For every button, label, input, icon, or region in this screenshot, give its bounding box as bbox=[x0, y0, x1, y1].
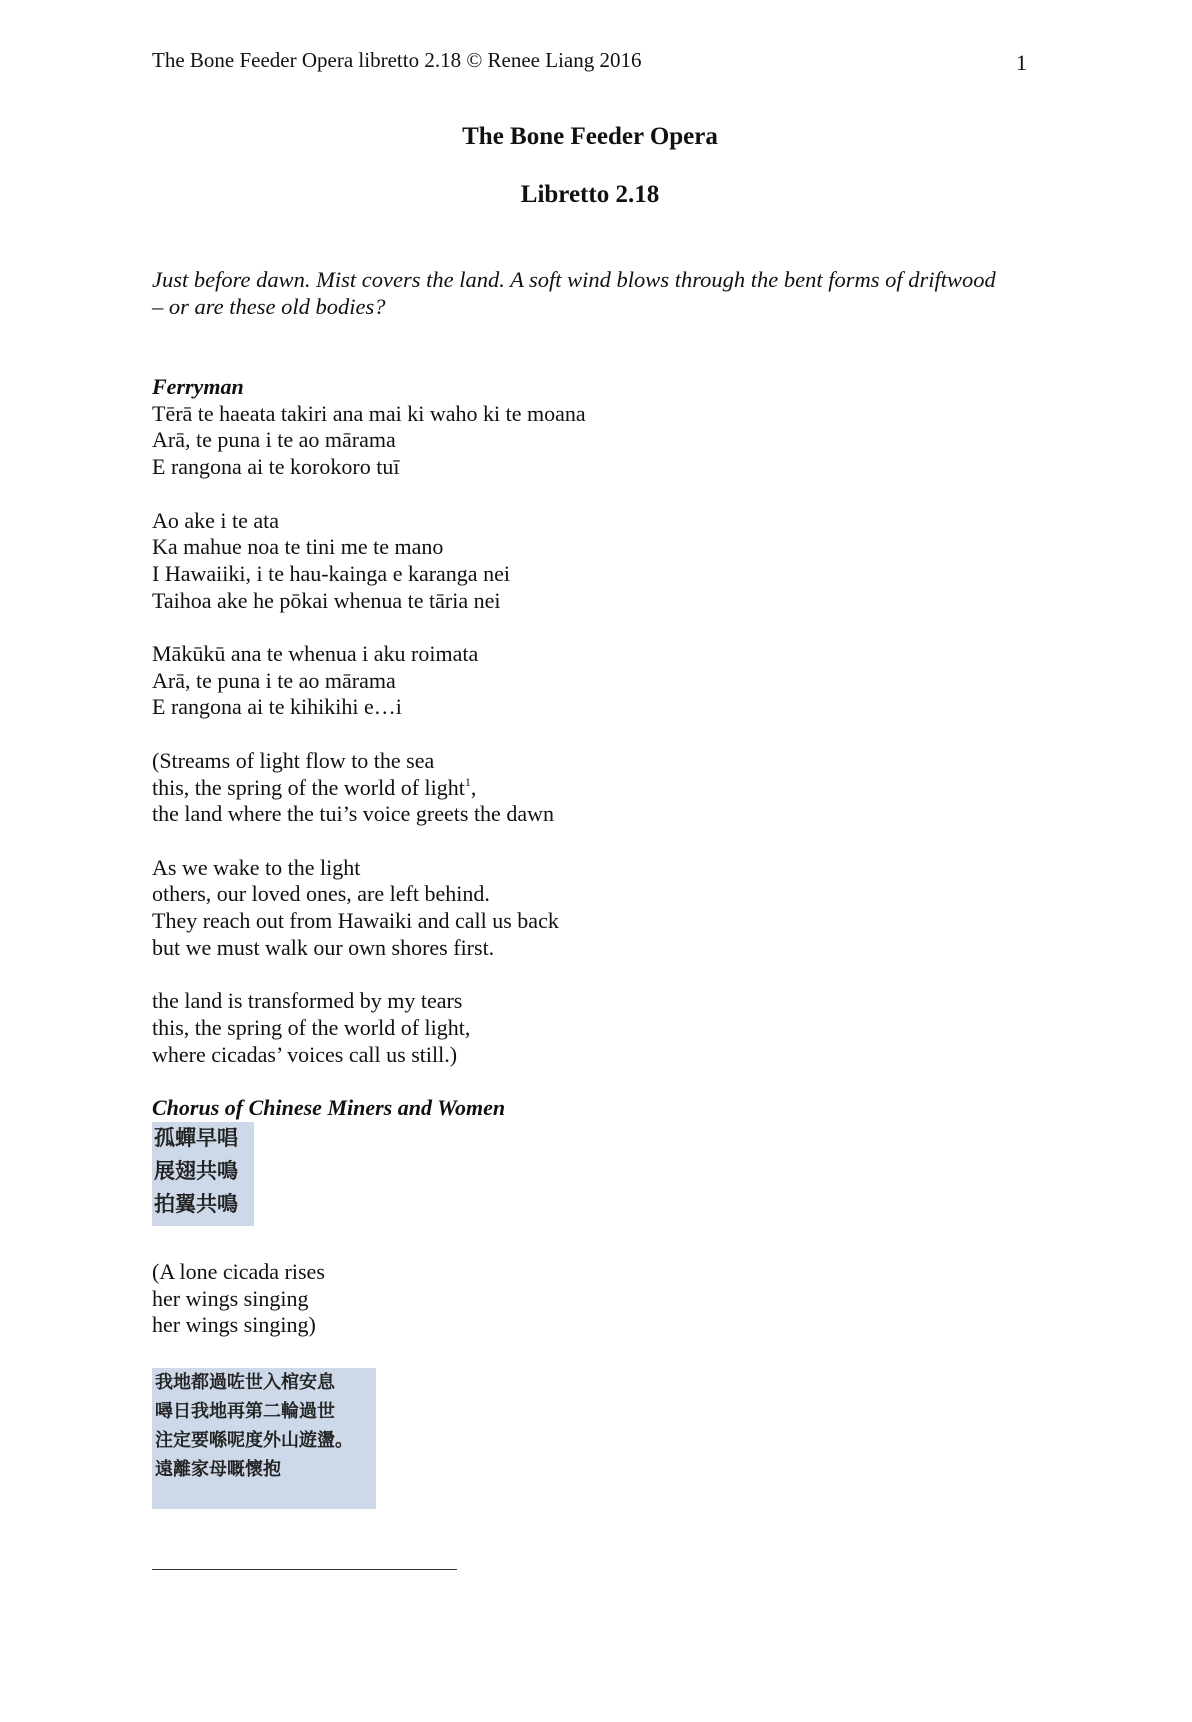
verse-line: Ao ake i te ata bbox=[152, 507, 280, 533]
translation-line: As we wake to the light bbox=[152, 854, 361, 880]
ferryman-section bbox=[152, 374, 1052, 1122]
verse-line: Arā, te puna i te ao mārama bbox=[152, 427, 396, 453]
translation-line: this, the spring of the world of light, bbox=[152, 1014, 471, 1040]
footnote-separator bbox=[152, 1569, 457, 1570]
verse-line: Tērā te haeata takiri ana mai ki waho ki te moana bbox=[152, 400, 586, 426]
chinese-line: 我地都過咗世入棺安息 bbox=[155, 1372, 335, 1393]
document-title: The Bone Feeder Opera bbox=[462, 123, 718, 150]
chinese-line: 拍翼共鳴 bbox=[154, 1192, 238, 1216]
translation-line: the land where the tui’s voice greets the dawn bbox=[152, 801, 554, 827]
translation-line: where cicadas’ voices call us still.) bbox=[152, 1041, 458, 1067]
translation-line: but we must walk our own shores first. bbox=[152, 934, 495, 960]
chinese-line: 注定要喺呢度外山遊盪。 bbox=[155, 1430, 353, 1451]
verse-line: Arā, te puna i te ao mārama bbox=[152, 667, 396, 693]
stage-direction-line: – or are these old bodies? bbox=[152, 294, 386, 319]
stage-direction-line: Just before dawn. Mist covers the land. A soft wind blows through the bent forms of driftwood bbox=[152, 267, 996, 292]
speaker-name: Ferryman bbox=[152, 374, 244, 399]
chinese-lyrics-highlight bbox=[152, 1368, 376, 1509]
running-header: The Bone Feeder Opera libretto 2.18 © Renee Liang 2016 bbox=[152, 48, 642, 72]
chinese-lyrics-highlight bbox=[152, 1122, 254, 1226]
chinese-line: 展翅共鳴 bbox=[154, 1159, 238, 1183]
chinese-line: 噚日我地再第二輪過世 bbox=[155, 1401, 335, 1422]
translation-line: the land is transformed by my tears bbox=[152, 988, 463, 1014]
page-number: 1 bbox=[1016, 50, 1027, 75]
verse-line: Mākūkū ana te whenua i aku roimata bbox=[152, 641, 479, 666]
translation-line: her wings singing bbox=[152, 1285, 309, 1311]
translation-line: They reach out from Hawaiki and call us back bbox=[152, 908, 559, 933]
verse-line: E rangona ai te kihikihi e…i bbox=[152, 694, 402, 720]
translation-line: (Streams of light flow to the sea bbox=[152, 747, 435, 773]
document-subtitle: Libretto 2.18 bbox=[520, 181, 660, 208]
speaker-name: Chorus of Chinese Miners and Women bbox=[152, 1094, 506, 1120]
footnote-marker[interactable]: 1 bbox=[464, 774, 471, 789]
stage-direction bbox=[152, 266, 1052, 320]
verse-line: Ka mahue noa te tini me te mano bbox=[152, 534, 444, 560]
translation-text: this, the spring of the world of light bbox=[152, 774, 465, 800]
verse-line: E rangona ai te korokoro tuī bbox=[152, 454, 400, 480]
translation-line bbox=[152, 775, 1052, 802]
chinese-line: 孤蟬早唱 bbox=[154, 1126, 238, 1150]
verse-line: Taihoa ake he pōkai whenua te tāria nei bbox=[152, 587, 501, 613]
translation-line: her wings singing) bbox=[152, 1312, 316, 1338]
chinese-line: 遠離家母嘅懷抱 bbox=[155, 1459, 281, 1480]
chorus-translation bbox=[152, 1259, 325, 1339]
translation-line: others, our loved ones, are left behind. bbox=[152, 881, 490, 907]
verse-line: I Hawaiiki, i te hau-kainga e karanga nei bbox=[152, 560, 510, 586]
translation-punct: , bbox=[470, 774, 477, 800]
translation-line: (A lone cicada rises bbox=[152, 1259, 325, 1284]
